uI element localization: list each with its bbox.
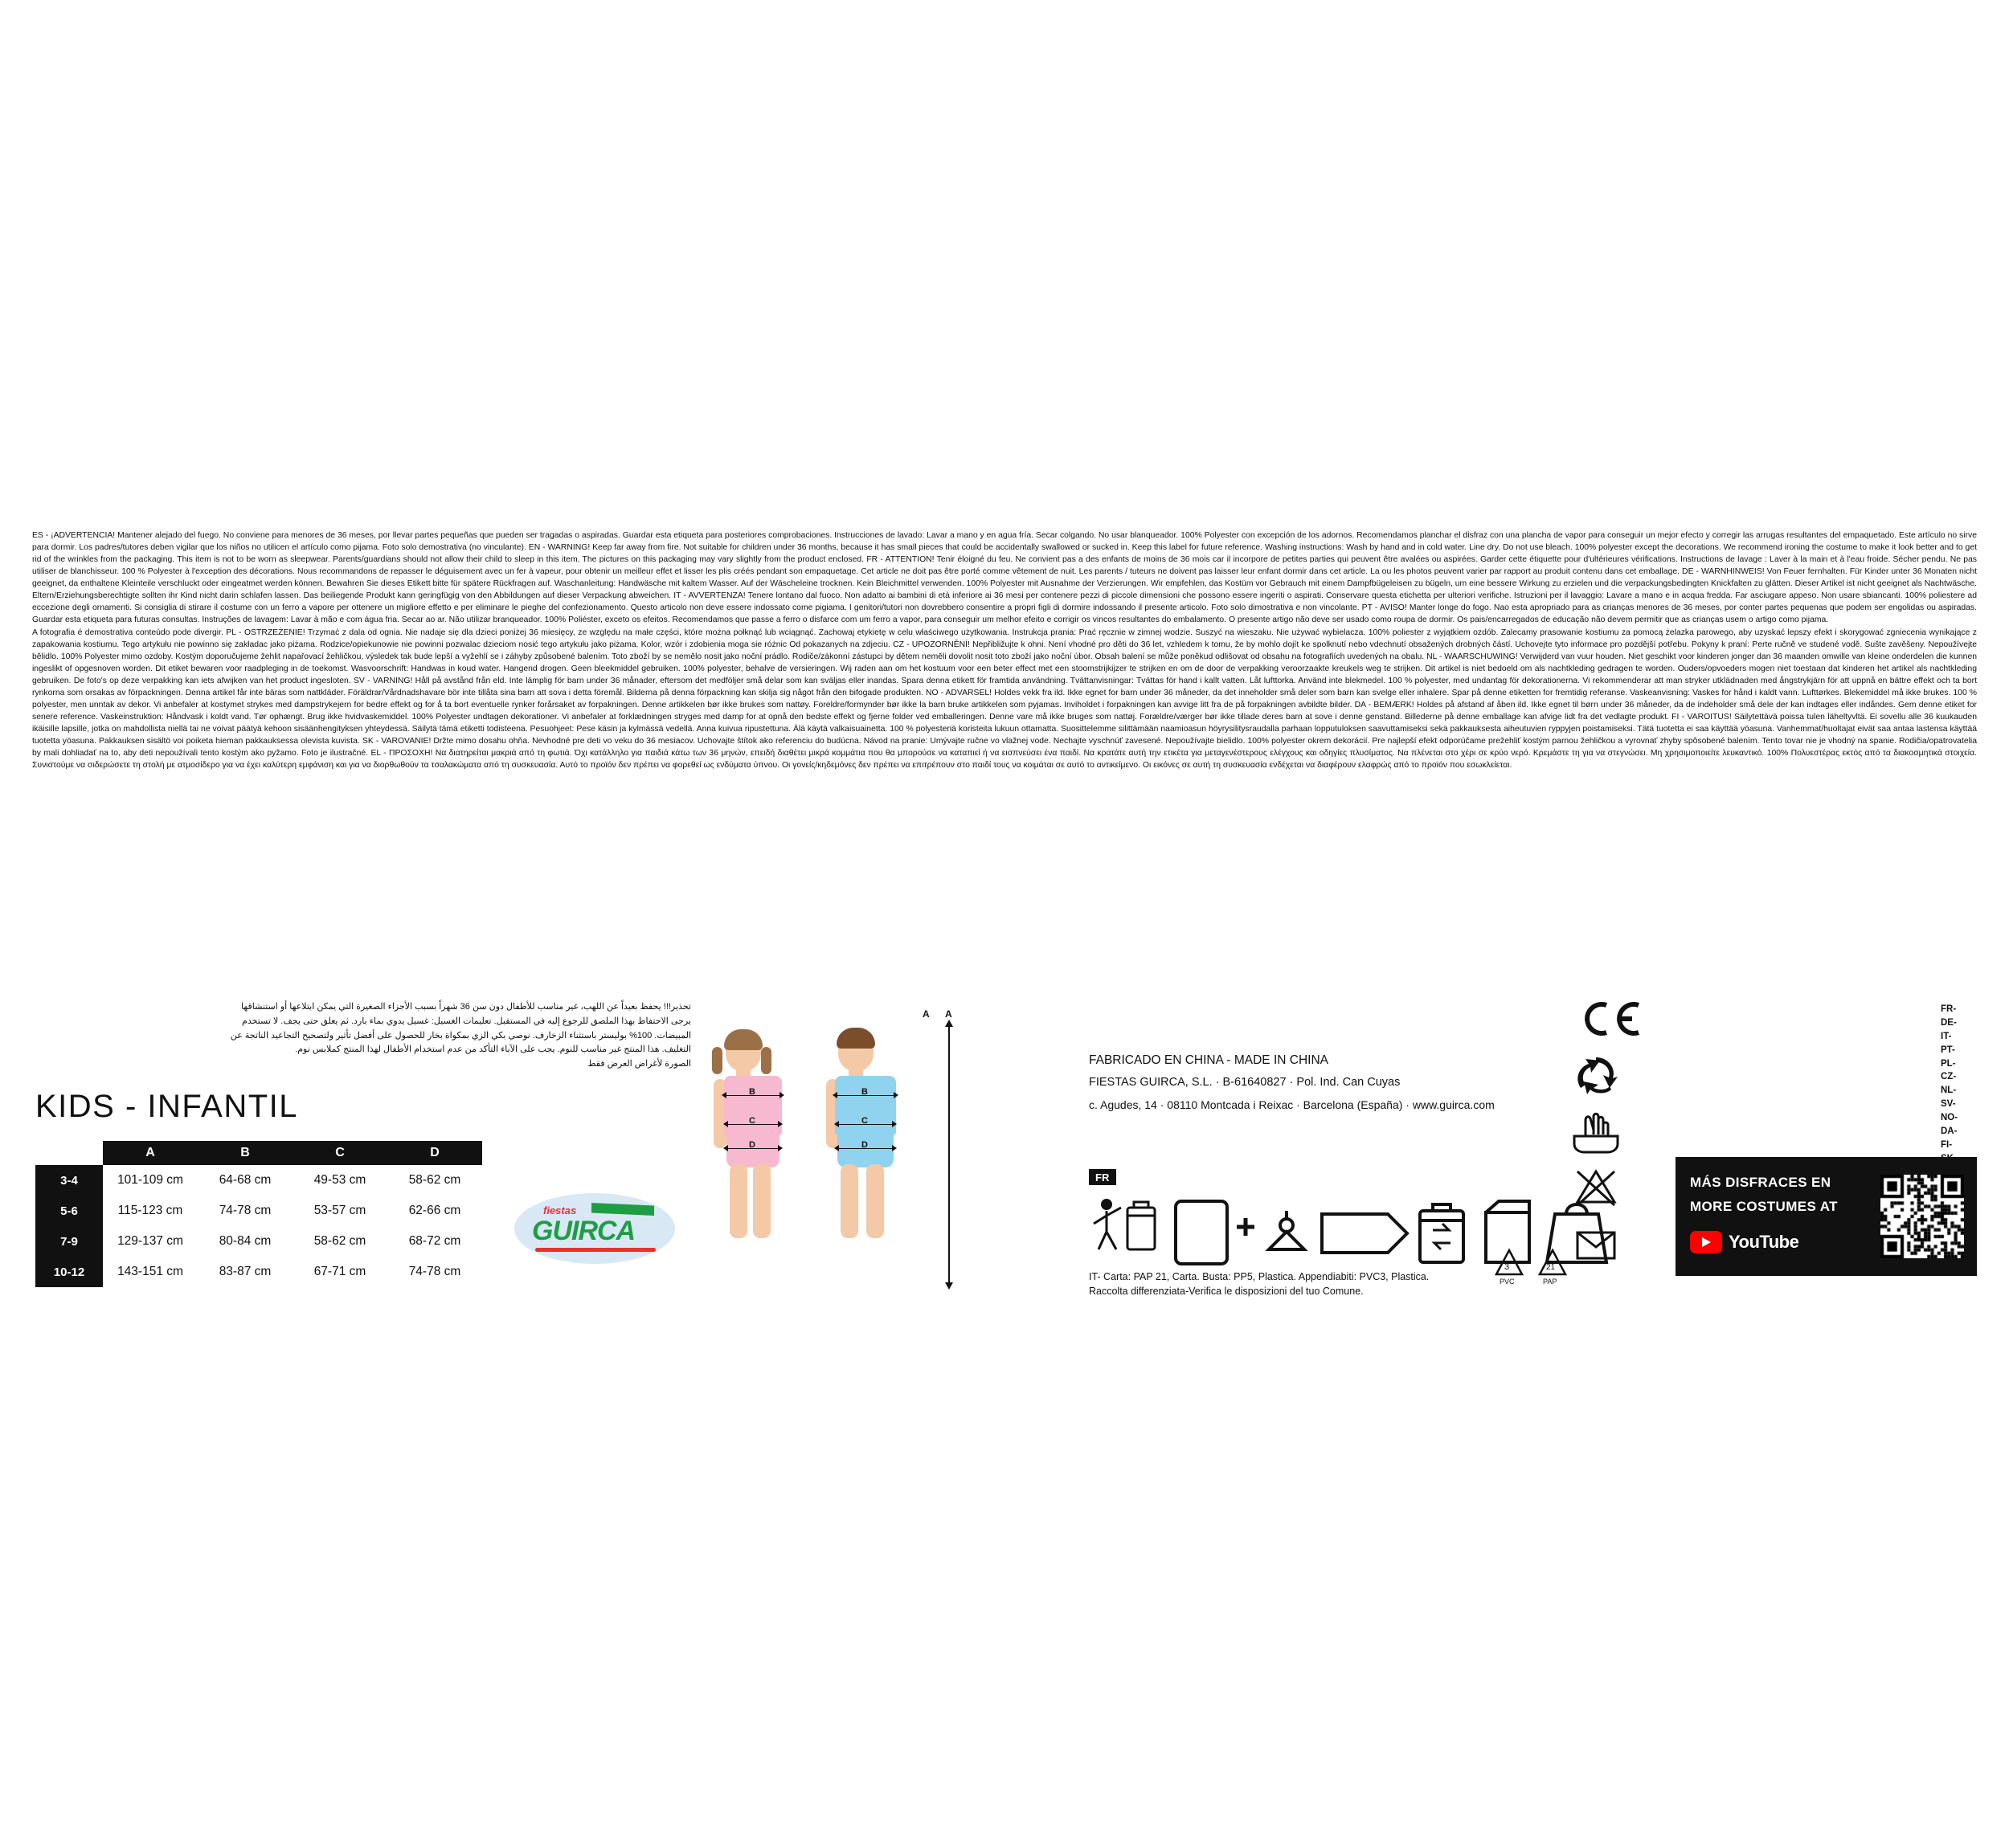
height-measure-arrow — [948, 1026, 950, 1283]
boy-leg-right — [866, 1164, 884, 1238]
girl-pigtail-right — [761, 1047, 771, 1074]
table-header-row — [35, 1141, 482, 1165]
boy-measure-arrow-d-left — [834, 1145, 839, 1151]
logo-brand-text: GUIRCA — [532, 1216, 636, 1246]
arabic-line-5: الصورة لأغراض العرض فقط — [587, 1059, 691, 1069]
cell-b: 74-78 cm — [219, 1204, 272, 1217]
guirca-logo — [514, 1193, 675, 1264]
boy-label-c: C — [861, 1116, 868, 1126]
cell-c: 49-53 cm — [313, 1173, 366, 1187]
height-label-a-right: A — [945, 1008, 952, 1020]
language-code: DE- — [1941, 1017, 1957, 1028]
cell-a: 129-137 cm — [117, 1234, 183, 1248]
cell-b: 64-68 cm — [219, 1173, 272, 1187]
size-chart-title: KIDS - INFANTIL — [35, 1089, 298, 1124]
row-age-label: 10-12 — [35, 1257, 103, 1287]
language-code: CZ- — [1941, 1072, 1957, 1082]
boy-measure-arrow-d-right — [892, 1145, 897, 1151]
cell-a: 101-109 cm — [117, 1173, 183, 1187]
company-address-text: c. Agudes, 14 · 08110 Montcada i Reixac · Barcelona (España) · www.guirca.com — [1089, 1098, 1495, 1111]
height-arrow-tip-bottom — [945, 1282, 953, 1290]
cell-b: 83-87 cm — [219, 1265, 272, 1278]
line-dry-icon — [1571, 1221, 1621, 1268]
girl-measure-arrow-c-right — [778, 1121, 783, 1127]
measurement-figures — [707, 1008, 964, 1298]
youtube-play-icon — [1690, 1231, 1722, 1253]
language-code: PL- — [1941, 1058, 1956, 1069]
svg-text:FR: FR — [1095, 1171, 1110, 1184]
boy-shorts — [837, 1132, 894, 1167]
svg-text:3: 3 — [1504, 1262, 1510, 1272]
girl-hair — [724, 1029, 763, 1050]
arabic-line-2: يرجى الاحتفاظ بهذا الملصق للرجوع إليه في المستقبل. تعليمات الغسيل: غسيل يدوي بماء بارد. ثم يعلق حتى يجف. لا تستخدم — [242, 1016, 691, 1026]
size-chart-table — [35, 1141, 482, 1287]
column-header-c: C — [293, 1141, 387, 1165]
arabic-warning-text — [32, 1000, 691, 1072]
svg-text:21: 21 — [1546, 1263, 1556, 1272]
boy-measure-arrow-b-left — [833, 1092, 837, 1098]
svg-text:PAP: PAP — [1543, 1278, 1557, 1286]
boy-label-d: D — [861, 1140, 868, 1150]
language-code: NO- — [1941, 1113, 1958, 1123]
boy-measure-arrow-c-right — [892, 1121, 897, 1127]
youtube-wordmark: YouTube — [1729, 1232, 1799, 1252]
youtube-promo-box[interactable] — [1676, 1157, 1977, 1276]
boy-measure-arrow-b-right — [894, 1092, 898, 1098]
cell-d: 74-78 cm — [408, 1265, 461, 1278]
hand-wash-icon — [1571, 1109, 1621, 1155]
recycling-note-line-2: Raccolta differenziata-Verifica le disposizioni del tuo Comune. — [1089, 1286, 1364, 1298]
care-symbol-column — [1571, 1004, 1667, 1269]
language-code: SV- — [1941, 1099, 1956, 1110]
girl-pigtail-left — [712, 1047, 722, 1074]
made-in-text: FABRICADO EN CHINA - MADE IN CHINA — [1089, 1053, 1328, 1067]
youtube-logo[interactable] — [1690, 1231, 1798, 1253]
recycling-note-line-1: IT- Carta: PAP 21, Carta. Busta: PP5, Plastica. Appendiabiti: PVC3, Plastica. — [1089, 1271, 1430, 1282]
promo-line-es: MÁS DISFRACES EN — [1690, 1175, 1831, 1190]
table-row — [35, 1196, 482, 1226]
language-code: NL- — [1941, 1085, 1957, 1096]
logo-fiestas-text: fiestas — [543, 1204, 577, 1216]
girl-shorts — [726, 1132, 779, 1167]
language-code: IT- — [1941, 1031, 1952, 1041]
cell-c: 53-57 cm — [313, 1204, 366, 1217]
row-age-label: 7-9 — [35, 1226, 103, 1257]
language-code: DA- — [1941, 1126, 1958, 1137]
girl-measure-arrow-b-right — [779, 1092, 784, 1098]
height-arrow-tip-top — [945, 1020, 953, 1027]
svg-text:PVC: PVC — [1500, 1278, 1515, 1286]
boy-measure-arrow-c-left — [834, 1121, 839, 1127]
figure-boy — [826, 1026, 919, 1283]
column-header-d: D — [387, 1141, 482, 1165]
girl-label-c: C — [749, 1116, 755, 1126]
girl-leg-right — [753, 1164, 771, 1238]
girl-measure-arrow-d-left — [723, 1145, 728, 1151]
language-code: FI- — [1941, 1139, 1953, 1150]
language-code-list — [1941, 1003, 1958, 1180]
arabic-line-1: تحذير!!! يحفظ بعيداً عن اللهب، غير مناسب للأطفال دون سن 36 شهراً بسبب الأجزاء الصغيرة التي يمكن ابتلاعها أو استنشاقها — [241, 1002, 691, 1012]
column-header-b: B — [198, 1141, 293, 1165]
recycle-bin-icon — [1420, 1204, 1463, 1262]
boy-hair — [837, 1028, 875, 1049]
language-code: PT- — [1941, 1045, 1955, 1055]
packaging-plus-hanger-icon — [1176, 1201, 1304, 1264]
company-name-text: FIESTAS GUIRCA, S.L. · B-61640827 · Pol. Ind. Can Cuyas — [1089, 1076, 1401, 1090]
manufacturer-info — [1089, 1049, 1651, 1116]
girl-measure-arrow-c-left — [723, 1121, 728, 1127]
girl-leg-left — [730, 1164, 747, 1238]
do-not-bleach-icon — [1571, 1165, 1621, 1212]
promo-line-en: MORE COSTUMES AT — [1690, 1199, 1838, 1214]
boy-leg-left — [841, 1164, 858, 1238]
girl-torso-shirt — [724, 1076, 782, 1135]
legal-paragraph-1: ES - ¡ADVERTENCIA! Mantener alejado del fuego. No conviene para menores de 36 meses, por llevar partes pequeñas que pueden ser tragadas o aspiradas. Guardar esta etiqueta para posteriores comprobaciones. Instrucciones de lavado: Lavar a mano y en agua fría. Secar colgando. No usar blanqueador. 100% Polyester con excepción de los adornos. Recomendamos planchar el disfraz con una plancha de vapor para conseguir un mejor efecto y corregir las arrugas resultantes del empaquetado. Este artículo no sirve para dormir. Los padres/tutores deben vigilar que los niños no utilicen el artículo como pijama. Foto solo demostrativa (no vinculante). EN - WARNING! Keep far away from fire. Not suitable for children under 36 months, because it has small pieces that could be accidentally swallowed or sucked in. Keep this label for future reference. Washing instructions: Wash by hand and in cold water. Line dry. Do not use bleach. 100% polyester except the decorations. We recommend ironing the costume to make it look better and to get rid of the wrinkles from the packaging. This item is not to be worn as sleepwear. Parents/guardians should not allow their child to sleep in this item. The pictures on this packaging may vary slightly from the product enclosed. FR - ATTENTION! Tenir éloigné du feu. Ne convient pas a des enfants de moins de 36 mois car il incorpore de petites parties qui peuvent être avalées ou aspirées. Garder cette étiquette pour d'ultérieures vérifications. Instructions de lavage : Laver à la main et à l'eau froide. Sécher pendu. Ne pas utiliser de blanchisseur. 100 % Polyester à l'exception des décorations. Nous recommandons de repasser le déguisement avec un fer à vapeur, pour obtenir un meilleur effet et lisser les plis créés pendant son empaquetage. Cet article ne doit pas être porté comme vêtement de nuit. Les parents / tuteurs ne doivent pas laisser leur enfant dormir dans cet article. La ou les photos peuvent varier par rapport au produit contenu dans cet emballage. DE - WARNHINWEIS! Von Feuer fernhalten. Für Kinder unter 36 Monaten nicht geeignet, da enthaltene Kleinteile verschluckt oder eingeatmet werden können. Bewahren Sie dieses Etikett bitte für spätere Rückfragen auf. Waschanleitung: Handwäsche mit kaltem Wasser. Auf der Wäscheleine trocknen. Kein Bleichmittel verwenden. 100% Polyester mit Ausnahme der Verzierungen. Wir empfehlen, das Kostüm vor Gebrauch mit einem Dampfbügeleisen zu bügeln, um eine bessere Wirkung zu erzielen und die verpackungsbedingten Knickfalten zu glätten. Dieser Artikel ist nicht geeignet als Nachtwäsche. Eltern/Erziehungsberechtigte sollten ihr Kind nicht darin schlafen lassen. Das beiliegende Produkt kann geringfügig von den Abbildungen auf dieser Verpackung abweichen. IT - AVVERTENZA! Tenere lontano dal fuoco. Non adatto ai bambini di età inferiore ai 36 mesi per contenere pezzi di piccole dimensioni che possono essere ingeriti o aspirati. Conservare questa etichetta per ulteriori verifiche. Istruzioni per il lavaggio: Lavare a mano e in acqua fredda. Far asciugare appeso. Non usare sbiancanti. 100% poliestere ad eccezione degli ornamenti. Si consiglia di stirare il costume con un ferro a vapore per ottenere un migliore effetto e per eliminare le pieghe del confezionamento. Questo articolo non deve essere indossato come pigiama. I genitori/tutori non dovrebbero consentire a propri figli di dormire indossando il presente articolo. Foto solo dimostrativa e non vincolante. PT - AVISO! Manter longe do fogo. Nao esta apropriado para as crianças menores de 36 meses, por conter partes pequenas que podem ser engolidas ou aspiradas. Guardar esta etiqueta para futuras consultas. Instruções de lavagem: Lavar à mão e com água fria. Secar ao ar. Não utilizar branqueador. 100% Poliéster, exceto os efeitos. Recomendamos que passe a ferro o disfarce com um ferro a vapor, para conseguir um melhor efeito e corrigir os vincos resultantes do embalamento. O presente artigo não deve ser usado como roupa de dormir. Os pais/encarregados de educação não devem permitir que as crianças usem o artigo como pijama. — [32, 531, 1977, 624]
qr-code[interactable] — [1880, 1175, 1964, 1258]
figure-girl — [715, 1026, 804, 1283]
girl-measure-arrow-d-right — [778, 1145, 783, 1151]
language-code: FR- — [1941, 1004, 1957, 1014]
legal-paragraph-2: A fotografia é demostrativa conteúdo pode divergir. PL - OSTRZEŻENIE! Trzymać z dala od ognia. Nie nadaje się dla dzieci poniżej 36 miesięcy, ze względu na małe części, które można połknąć lub wciągnąć. Zachowaj etykietę w celu właściwego użytkowania. Instrukcja prania: Prać ręcznie w zimnej wodzie. Suszyć na wieszaku. Nie używać wybielacza. 100% poliester z wyjątkiem ozdób. Zalecamy prasowanie kostiumu za pomocą żelazka parowego, aby uzyskać lepszy efekt i skorygować zgniecenia wynikające z zapakowania kostiumu. Tego artykułu nie powinno się zakładac jako piżama. Rodzice/opiekunowie nie powinni pozwalac dzieciom nosić tego artykułu jako piżama. Kolor, wzór i zdobienia moga sie różnic Od pokazanych na zdjeciu. CZ - UPOZORNĚNÍ! Nepřibližujte k ohni. Není vhodné pro děti do 36 let, vzhledem k tomu, že by mohlo dojít ke spolknutí nebo vdechnutí obsažených drobných částí. Uchovejte tyto informace pro pozdější potřebu. Pokyny k praní: Perte ručně ve studené vodě. Sušte zavěšeny. Nepoužívejte bělidlo. 100% Polyester mimo ozdoby. Kostým doporučujeme žehlit napařovací žehličkou, výsledek tak bude lepší a vyžehlí se i záhyby způsobené balením. Toto zboží by se nemělo nosit jako noční prádlo. Rodiče/zákonní zástupci by dětem neměli dovolit nosit toto zboží jako noční úbor. Obsah balení se může poněkud odlišovat od obsahu na fotografiích uvedených na obalu. NL - WAARSCHUWING! Verwijderd van vuur houden. Niet geschikt voor kinderen jonger dan 36 maanden omwille van kleine onderdelen die kunnen ingeslikt of opgesnoven worden. Dit etiket bewaren voor raadpleging in de toekomst. Wasvoorschrift: Handwas in koud water. Hangend drogen. Geen bleekmiddel gebruiken. 100% polyester, behalve de versieringen. Wij raden aan om het kostuum voor een beter effect met een stoomstrijkijzer te strijken en om de door de verpakking veroorzaakte kreukels weg te strijken. Dit artikel is niet bedoeld om als nachtkleding gedragen te worden. Ouders/opvoeders mogen niet toestaan dat kinderen het artikel als nachtkleding gebruiken. De foto's op deze verpakking kan iets afwijken van het product ingesloten. SV - VARNING! Håll på avstånd från eld. Inte lämplig för barn under 36 månader, eftersom det medföljer små delar som kan sväljas eller inandas. Spara denna etikett för framtida användning. Tvättanvisningar: Tvättas för hand i kallt vatten. Låt lufttorka. Använd inte blekmedel. 100 % polyester, med undantag för dekorationerna. Vi rekommenderar att man stryker utklädnaden med ångstrykjärn för att uppnå en bättre effekt och ta bort rynkorna som orsakas av förpackningen. Denna artikel får inte bäras som nattkläder. Föräldrar/Vårdnadshavare bör inte tillåta sina barn att sova i detta föremål. Bilderna på denna förpackning kan skilja sig något från den bifogade produkten. NO - ADVARSEL! Holdes vekk fra ild. Ikke egnet for barn under 36 måneder, da det inneholder små deler som barn kan svelge eller inhalere. Spar på denne etiketten for fremtidig referanse. Vaskeanvisning: Vaskes for hånd i kaldt vann. Lufttørkes. Blekemiddel må ikke brukes. 100 % polyester, men unntak av dekor. Vi anbefaler at kostymet strykes med dampstrykejern for bedre effekt og for å ta bort eventuelle rynker forårsaket av forpakningen. Denne artikkelen bør ikke brukes som nattøy. Foreldre/formynder bør ikke la barn bruke artikkelen som pyjamas. Inviholdet i forpakningen kan avvige litt fra de på forpakningen avbildte bilder. DA - BEMÆRK! Holdes på afstand af åben ild. Ikke egnet til børn under 36 måneder, da de indeholder små dele der kan indtages eller indåndes. Gem denne etiket for senere reference. Vaskeinstruktion: Håndvask i koldt vand. Tør ophængt. Brug ikke hvidvaskemiddel. 100% Polyester undtagen dekorationer. Vi anbefaler at forklædningen stryges med damp for at opnå den bedste effekt og fjerne folder ved emballeringen. Denne vare må ikke bruges som nattøj. Forældre/værger bør ikke tillade deres barn at sove i denne genstand. Billederne på denne emballage kan afvige lidt fra det vedlagte produkt. FI - VAROITUS! Säilytettävä poissa tulen läheltyvltä. Ei sovellu alle 36 kuukauden ikäisille lapsille, jotka on mahdollista niellä tai ne voivat päätyä kehoon sisäänhengityksen yhteydessä. Säilytä tämä etiketti todisteena. Pesuohjeet: Pese käsin ja kylmässä vedellä. Anna kuivua ripustettuna. Älä käytä valkaisuainetta. 100 % polyesteriä koristeita lukuun ottamatta. Suosittelemme silittämään naamioasun höyrysilitysraudalla parhaan lopputuloksen saavuttamiseksi sekä pakkauksesta aiheutuvien ryppyjen poistamiseksi. Tätä tuotetta ei saa käyttää yöasuna. Vanhemmat/huoltajat eivät saa antaa lastensa käyttää tuotetta yöasuna. Pakkauksen sisältö voi poiketa hieman pakkauksessa olevista kuvista. SK - VAROVANIE! Držte mimo dosahu ohňa. Nevhodné pre deti vo veku do 36 mesiacov. Uchovajte štítok ako referenciu do budúcna. Návod na pranie: Umývajte ručne vo vlažnej vode. Nechajte vyschnúť zavesené. Nepoužívajte bielidlo. 100% polyester okrem dekorácií. Pre najlepší efekt odporúčame prežehliť kostým parnou žehličkou a vyrovnať zhyby spôsobené balením. Tento tovar nie je vhodný na spanie. Rodičia/opatrovatelia by mali dohliadať na to, aby deti nepoužívali tento kostým ako pyžamo. Foto je ilustračné. EL - ΠΡΟΣΟΧΗ! Να διατηρείται μακριά από τη φωτιά. Όχι κατάλληλο για παιδιά κάτω των 36 μηνών, επειδή διαθέτει μικρά κομμάτια που θα μπορούσε να καταπιεί ή να εισπνεύσει ένα παιδί. Να κρατάτε αυτή την ετικέτα για μεταγενέστερους ελέγχους και οδηγίες πλυσίματος. Να πλένεται στο χέρι σε κρύο νερό. Κρεμάστε τη για να στεγνώσει. Μη χρησιμοποιείτε λευκαντικό. 100% Πολυεστέρας εκτός από τα διακοσμητικά στοιχεία. Συνιστούμε να σιδερώσετε τη στολή με ατμοσίδερο για να έχει καλύτερη εμφάνιση και για να διορθωθούν τα τσαλακώματα από τη συσκευασία. Αυτό το προϊόν δεν πρέπει να φορεθεί ως ενδύματα ύπνου. Οι γονείς/κηδεμόνες δεν πρέπει να επιτρέπουν στο παιδί τους να κοιμάται σε αυτό το αντικείμενο. Οι εικόνες σε αυτή τη συσκευασία ενδέχεται να διαφέρουν ελαφρώς από το προϊόν που εσωκλείεται. — [32, 628, 1977, 770]
cell-c: 58-62 cm — [313, 1234, 366, 1248]
table-row — [35, 1226, 482, 1257]
recycle-loop-icon — [1571, 1053, 1621, 1099]
legal-warning-text — [32, 530, 1977, 773]
girl-label-b: B — [749, 1087, 755, 1097]
arabic-line-3: المبيضات. 100% بوليستر باستثناء الزخارف. نوصي بكي الزي بمكواة بخار للحصول على أفضل تأثير ولتصحيح التجاعيد الناتجة عن — [230, 1030, 691, 1041]
cell-d: 58-62 cm — [408, 1173, 461, 1187]
girl-measure-arrow-b-left — [722, 1092, 726, 1098]
dispose-in-bin-icon — [1094, 1199, 1155, 1249]
table-row — [35, 1165, 482, 1196]
table-row — [35, 1257, 482, 1287]
arabic-line-4: التغليف. هذا المنتج غير مناسب للنوم. يجب على الآباء التأكد من عدم استخدام الأطفال لهذا المنتج كملابس نوم. — [295, 1045, 691, 1055]
height-label-a-left: A — [923, 1008, 930, 1020]
table-corner-cell — [35, 1141, 103, 1165]
boy-torso-shirt — [835, 1076, 896, 1135]
cell-a: 115-123 cm — [117, 1204, 183, 1217]
cell-a: 143-151 cm — [117, 1265, 183, 1278]
cell-d: 62-66 cm — [408, 1204, 461, 1217]
process-arrow-icon — [1322, 1214, 1407, 1253]
column-header-a: A — [103, 1141, 198, 1165]
cell-b: 80-84 cm — [219, 1234, 272, 1248]
logo-underline — [535, 1248, 656, 1252]
cell-c: 67-71 cm — [313, 1265, 366, 1278]
row-age-label: 5-6 — [35, 1196, 103, 1226]
girl-label-d: D — [749, 1140, 755, 1150]
boy-label-b: B — [861, 1087, 868, 1097]
row-age-label: 3-4 — [35, 1165, 103, 1196]
cell-d: 68-72 cm — [408, 1234, 461, 1248]
